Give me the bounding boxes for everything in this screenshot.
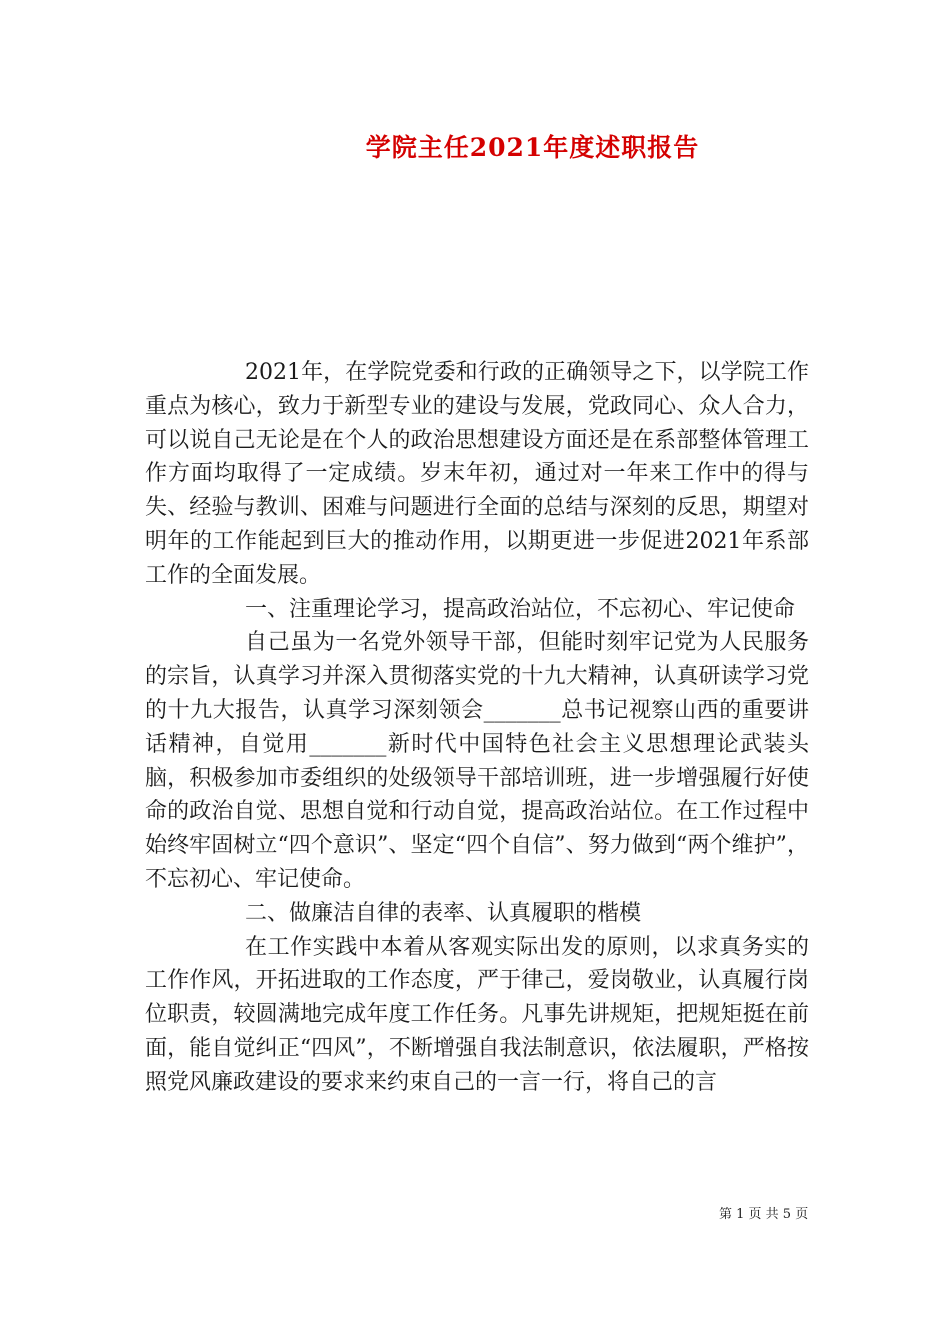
paragraph-section-1: 自己虽为一名党外领导干部，但能时刻牢记党为人民服务的宗旨，认真学习并深入贯彻落实党的十九大精神，认真研读学习党的十九大报告，认真学习深刻领会_______总书记视察山西的重要讲话精神，自觉用_______新时代中国特色社会主义思想理论武装头脑，积极参加市委组织的处级领导干部培训班，进一步增强履行好使命的政治自觉、思想自觉和行动自觉，提高政治站位。在工作过程中始终牢固树立“四个意识”、坚定“四个自信”、努力做到“两个维护”，不忘初心、牢记使命。 <box>145 630 809 892</box>
document-title: 学院主任2021年度述职报告 <box>365 133 700 162</box>
section-heading-1: 一、注重理论学习，提高政治站位，不忘初心、牢记使命 <box>245 596 796 622</box>
document-body <box>145 356 809 1100</box>
section-heading-2: 二、做廉洁自律的表率、认真履职的楷模 <box>245 900 642 926</box>
page-number-footer: 第 1 页 共 5 页 <box>719 1207 809 1222</box>
paragraph-section-2: 在工作实践中本着从客观实际出发的原则，以求真务实的工作作风，开拓进取的工作态度，严于律己，爱岗敬业，认真履行岗位职责，较圆满地完成年度工作任务。凡事先讲规矩，把规矩挺在前面，能自觉纠正“四风”，不断增强自我法制意识，依法履职，严格按照党风廉政建设的要求来约束自己的一言一行，将自己的言 <box>145 934 809 1095</box>
paragraph-intro: 2021年，在学院党委和行政的正确领导之下，以学院工作重点为核心，致力于新型专业的建设与发展，党政同心、众人合力，可以说自己无论是在个人的政治思想建设方面还是在系部整体管理工作方面均取得了一定成绩。岁末年初，通过对一年来工作中的得与失、经验与教训、困难与问题进行全面的总结与深刻的反思，期望对明年的工作能起到巨大的推动作用，以期更进一步促进2021年系部工作的全面发展。 <box>145 360 809 588</box>
